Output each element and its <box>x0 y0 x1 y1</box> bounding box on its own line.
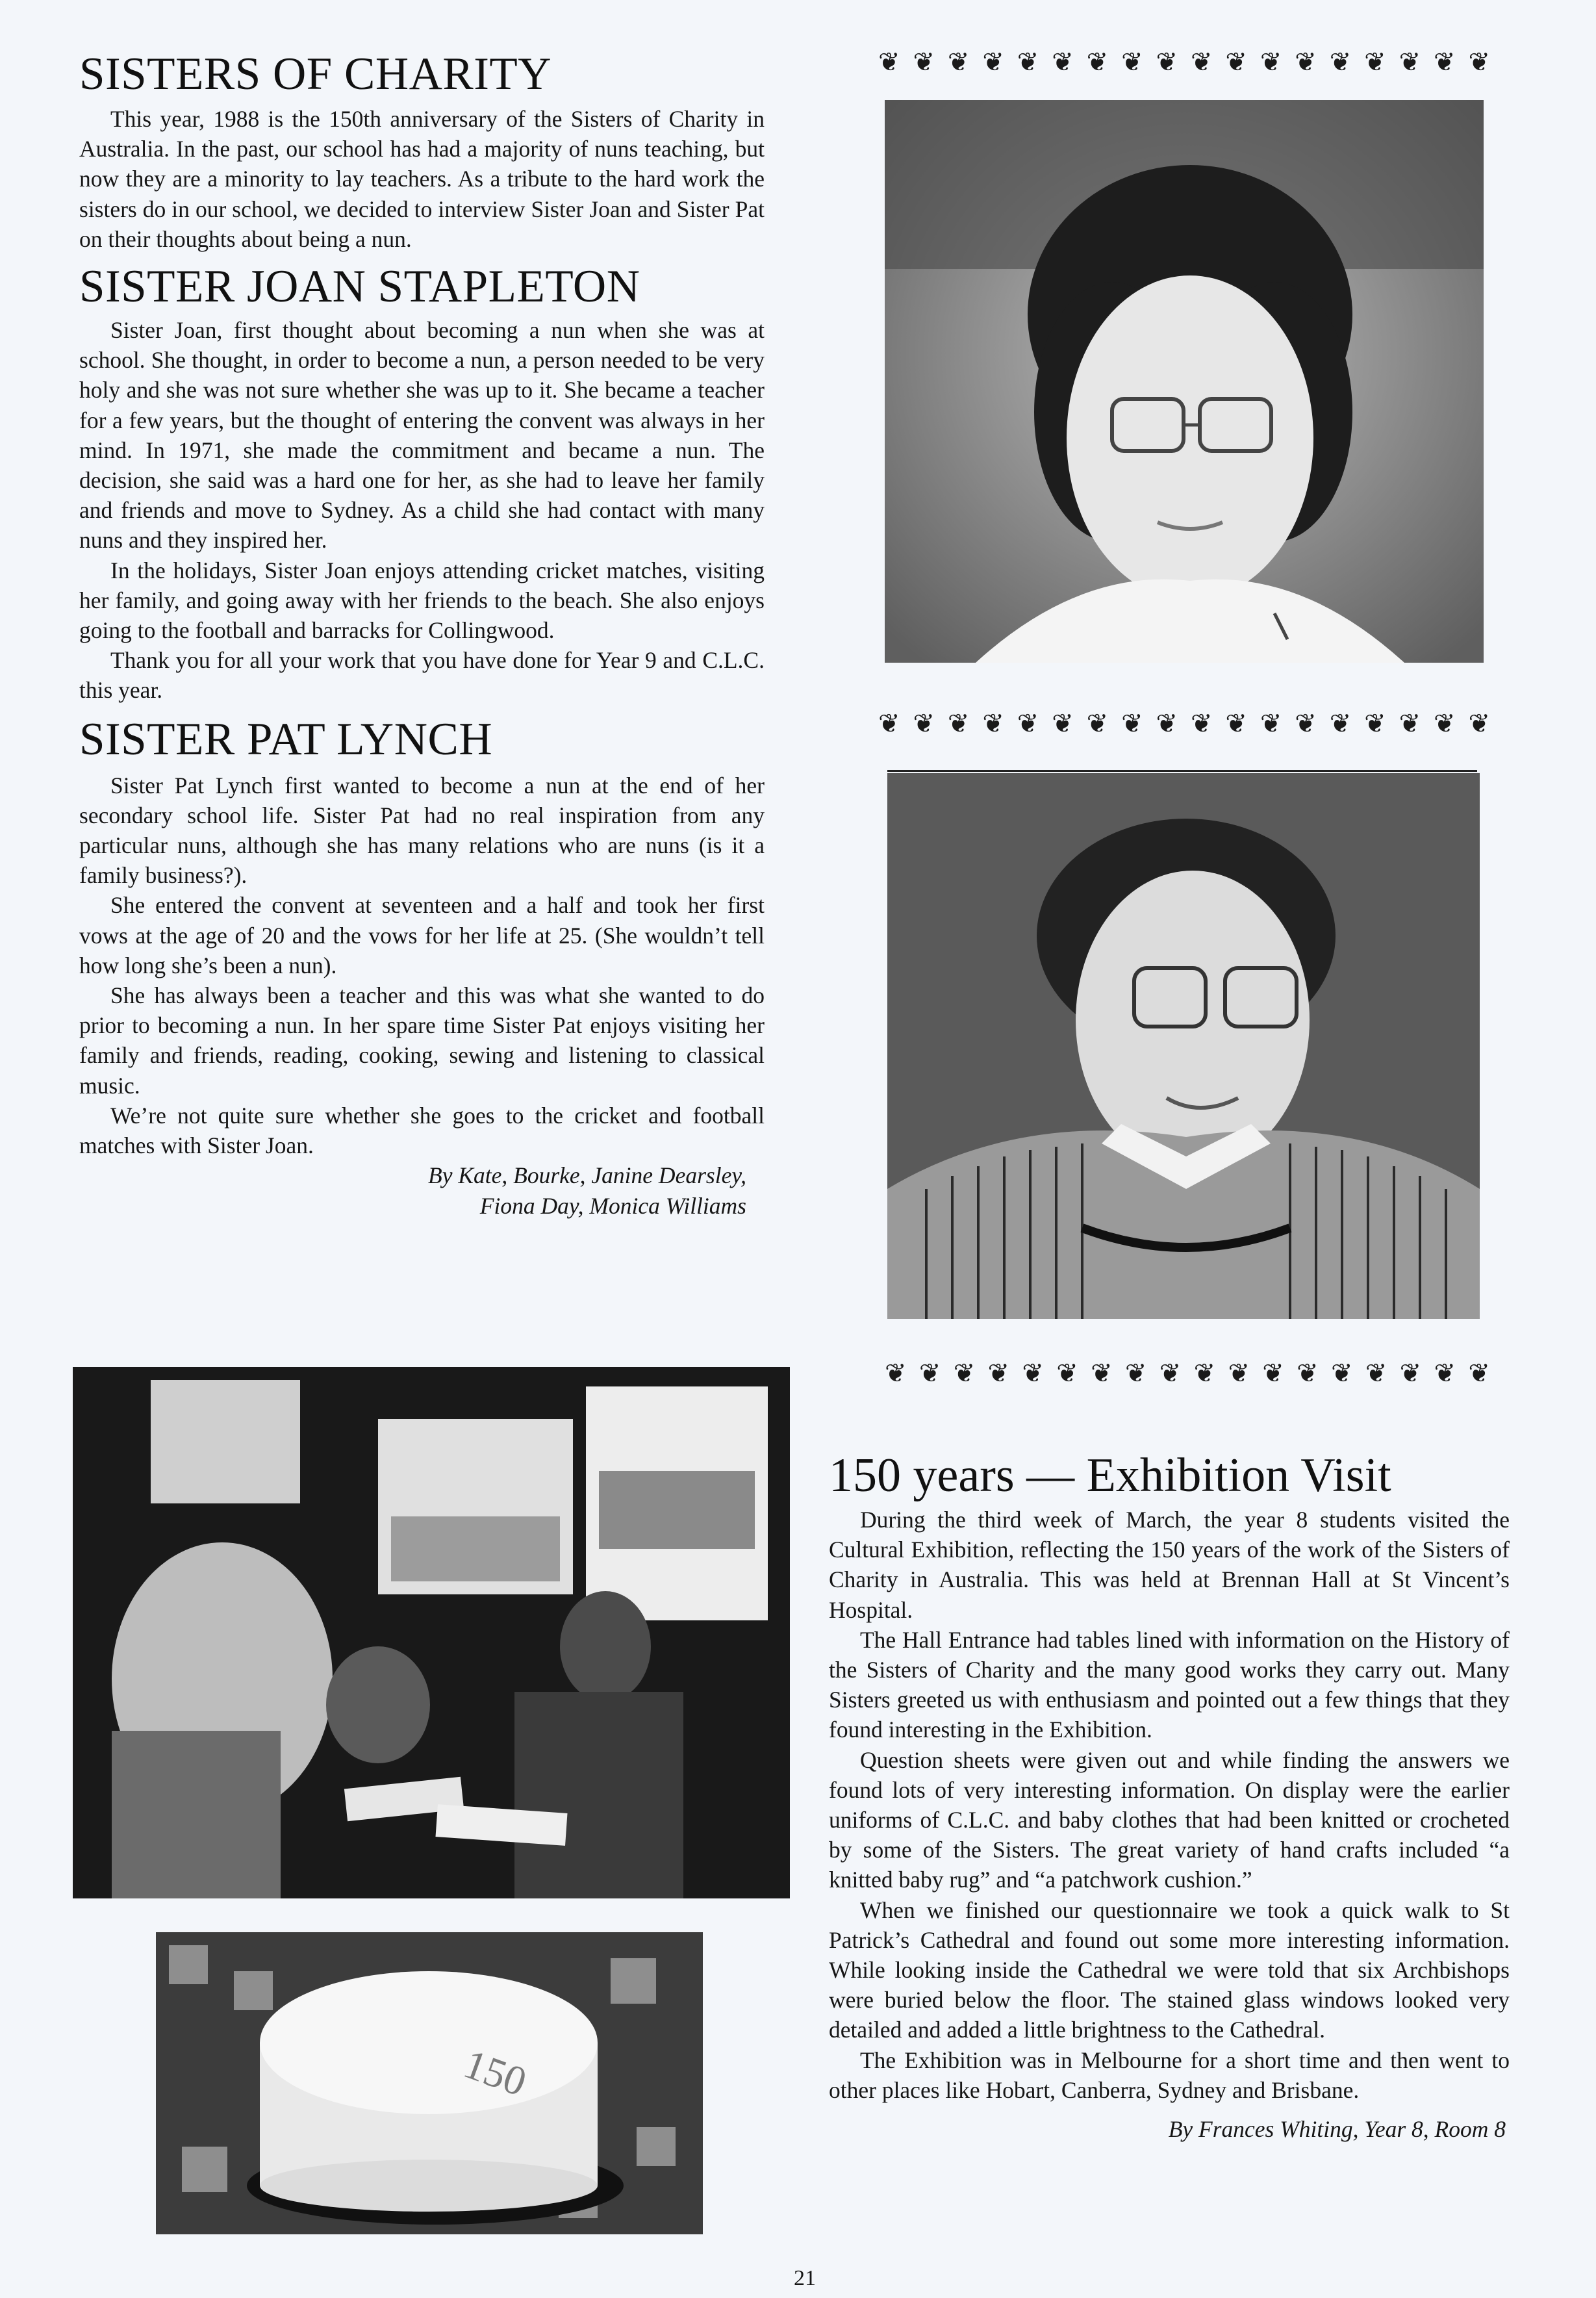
ornament-icon: ❦ <box>947 48 969 77</box>
section-heading-joan: SISTER JOAN STAPLETON <box>79 261 640 313</box>
ornament-icon: ❦ <box>1329 709 1350 738</box>
ornament-icon: ❦ <box>1434 709 1454 738</box>
pat-byline-line2: Fiona Day, Monica Williams <box>479 1192 746 1219</box>
pat-byline-line1: By Kate, Bourke, Janine Dearsley, <box>428 1162 746 1189</box>
ornamental-border <box>878 48 1489 77</box>
ornament-icon: ❦ <box>1399 48 1420 77</box>
ornament-icon: ❦ <box>1295 709 1315 738</box>
ornament-icon: ❦ <box>1190 709 1211 738</box>
pat-paragraph: Sister Pat Lynch first wanted to become a nun at the end of her secondary school life. Sister Pat had no real inspiration from any particular nuns, although she has many relations who are nuns (is it a family business?). <box>79 772 765 889</box>
ornament-icon: ❦ <box>1124 1359 1146 1388</box>
ornament-icon: ❦ <box>1364 709 1385 738</box>
ornament-icon: ❦ <box>1330 1359 1352 1388</box>
portrait-sister-pat <box>887 773 1480 1319</box>
ornament-icon: ❦ <box>1091 1359 1111 1388</box>
ornament-icon: ❦ <box>947 709 969 738</box>
ornament-icon: ❦ <box>1364 48 1385 77</box>
joan-paragraph: Thank you for all your work that you have done for Year 9 and C.L.C. this year. <box>79 647 765 704</box>
portrait-image <box>885 100 1484 663</box>
ornament-icon: ❦ <box>1086 48 1108 77</box>
section-heading-pat: SISTER PAT LYNCH <box>79 713 493 765</box>
exhibition-paragraph: During the third week of March, the year 8 students visited the Cultural Exhibition, reflecting the 150 years of the work of the Sisters of Charity in Australia. This was held at Brennan Hall at St Vincent’s Hospital. <box>829 1507 1510 1623</box>
ornament-icon: ❦ <box>885 1359 906 1388</box>
ornament-icon: ❦ <box>1156 48 1177 77</box>
ornament-icon: ❦ <box>1260 48 1281 77</box>
cake-inscription: 150 <box>458 2040 533 2105</box>
ornament-icon: ❦ <box>1159 1359 1180 1388</box>
ornament-icon: ❦ <box>1022 1359 1043 1388</box>
ornament-icon: ❦ <box>1468 709 1489 738</box>
ornament-icon: ❦ <box>1193 1359 1215 1388</box>
ornament-icon: ❦ <box>1329 48 1350 77</box>
portrait-image <box>887 773 1480 1319</box>
cake-image <box>156 1932 703 2234</box>
exhibition-paragraph: Question sheets were given out and while finding the answers we found lots of very interesting information. On display were the earlier uniforms of C.L.C. and baby clothes that had been knitted or crocheted by some of the Sisters. The great variety of hand crafts included “a knitted baby rug” and “a patchwork cushion.” <box>829 1746 1510 1893</box>
intro-paragraph: This year, 1988 is the 150th anniversary of the Sisters of Charity in Australia. In the past, our school has had a majority of nuns teaching, but now they are a minority to lay teachers. As a tribute to the hard work the sisters do in our school, we decided to interview Sister Joan and Sister Pat on their thoughts about being a nun. <box>79 106 765 252</box>
ornament-icon: ❦ <box>1434 1359 1455 1388</box>
ornament-icon: ❦ <box>1295 48 1315 77</box>
exhibition-heading: 150 years — Exhibition Visit <box>829 1449 1391 1502</box>
ornament-icon: ❦ <box>1297 1359 1317 1388</box>
ornament-icon: ❦ <box>1468 1359 1489 1388</box>
exhibition-byline: By Frances Whiting, Year 8, Room 8 <box>1168 2116 1506 2143</box>
exhibition-article <box>829 1448 1510 2144</box>
ornament-icon: ❦ <box>982 709 1003 738</box>
ornament-icon: ❦ <box>913 48 933 77</box>
ornament-icon: ❦ <box>1121 48 1142 77</box>
ornament-icon: ❦ <box>987 1359 1009 1388</box>
exhibition-paragraph: The Hall Entrance had tables lined with information on the History of the Sisters of Charity and the many good works they carry out. Many Sisters greeted us with enthusiasm and pointed out a few things that they found interesting in the Exhibition. <box>829 1626 1510 1743</box>
ornament-icon: ❦ <box>982 48 1003 77</box>
ornament-icon: ❦ <box>1121 709 1142 738</box>
ornament-icon: ❦ <box>1468 48 1489 77</box>
joan-paragraph: In the holidays, Sister Joan enjoys attending cricket matches, visiting her family, and going away with her friends to the beach. She also enjoys going to the football and barracks for Collingwood. <box>79 557 765 644</box>
ornament-icon: ❦ <box>878 709 899 738</box>
ornament-icon: ❦ <box>1365 1359 1386 1388</box>
ornament-icon: ❦ <box>1260 709 1281 738</box>
pat-paragraph: She has always been a teacher and this was what she wanted to do prior to becoming a nun. In her spare time Sister Pat enjoys visiting her family and friends, reading, cooking, sewing and listening to classical music. <box>79 982 765 1099</box>
ornament-icon: ❦ <box>1086 709 1108 738</box>
page-number: 21 <box>794 2266 816 2290</box>
ornamental-border <box>878 709 1489 738</box>
exhibition-image <box>73 1367 790 1898</box>
ornament-icon: ❦ <box>1434 48 1454 77</box>
pat-paragraph: We’re not quite sure whether she goes to the cricket and football matches with Sister Joan. <box>79 1102 765 1159</box>
ornament-icon: ❦ <box>1399 1359 1421 1388</box>
ornamental-border <box>885 1359 1489 1388</box>
exhibition-paragraph: The Exhibition was in Melbourne for a short time and then went to other places like Hobart, Canberra, Sydney and Brisbane. <box>829 2047 1510 2103</box>
ornament-icon: ❦ <box>1225 709 1246 738</box>
divider-line <box>887 770 1477 772</box>
ornament-icon: ❦ <box>953 1359 974 1388</box>
ornament-icon: ❦ <box>1056 1359 1077 1388</box>
ornament-icon: ❦ <box>1228 1359 1248 1388</box>
ornament-icon: ❦ <box>878 48 899 77</box>
ornament-icon: ❦ <box>1225 48 1246 77</box>
ornament-icon: ❦ <box>1052 709 1072 738</box>
ornament-icon: ❦ <box>1190 48 1211 77</box>
portrait-sister-joan <box>885 100 1484 663</box>
ornament-icon: ❦ <box>1399 709 1420 738</box>
sisters-article <box>79 48 765 1221</box>
ornament-icon: ❦ <box>1262 1359 1283 1388</box>
article-heading: SISTERS OF CHARITY <box>79 49 552 99</box>
ornament-icon: ❦ <box>1017 48 1038 77</box>
exhibition-paragraph: When we finished our questionnaire we took a quick walk to St Patrick’s Cathedral and found out some more interesting information. While looking inside the Cathedral we were told that six Archbishops were buried below the floor. The stained glass windows looked very detailed and added a little brightness to the Cathedral. <box>829 1896 1510 2043</box>
exhibition-photo <box>73 1367 790 1898</box>
cake-photo <box>156 1932 703 2234</box>
ornament-icon: ❦ <box>1052 48 1072 77</box>
ornament-icon: ❦ <box>918 1359 940 1388</box>
ornament-icon: ❦ <box>913 709 933 738</box>
pat-paragraph: She entered the convent at seventeen and a half and took her first vows at the age of 20 and the vows for her life at 25. (She wouldn’t tell how long she’s been a nun). <box>79 892 765 978</box>
joan-paragraph: Sister Joan, first thought about becoming a nun when she was at school. She thought, in order to become a nun, a person needed to be very holy and she was not sure whether she was up to it. She became a teacher for a few years, but the thought of entering the convent was always in her mind. In 1971, she made the commitment and became a nun. The decision, she said was a hard one for her, as she had to leave her family and friends and move to Sydney. As a child she had contact with many nuns and they inspired her. <box>79 317 765 554</box>
ornament-icon: ❦ <box>1017 709 1038 738</box>
ornament-icon: ❦ <box>1156 709 1177 738</box>
